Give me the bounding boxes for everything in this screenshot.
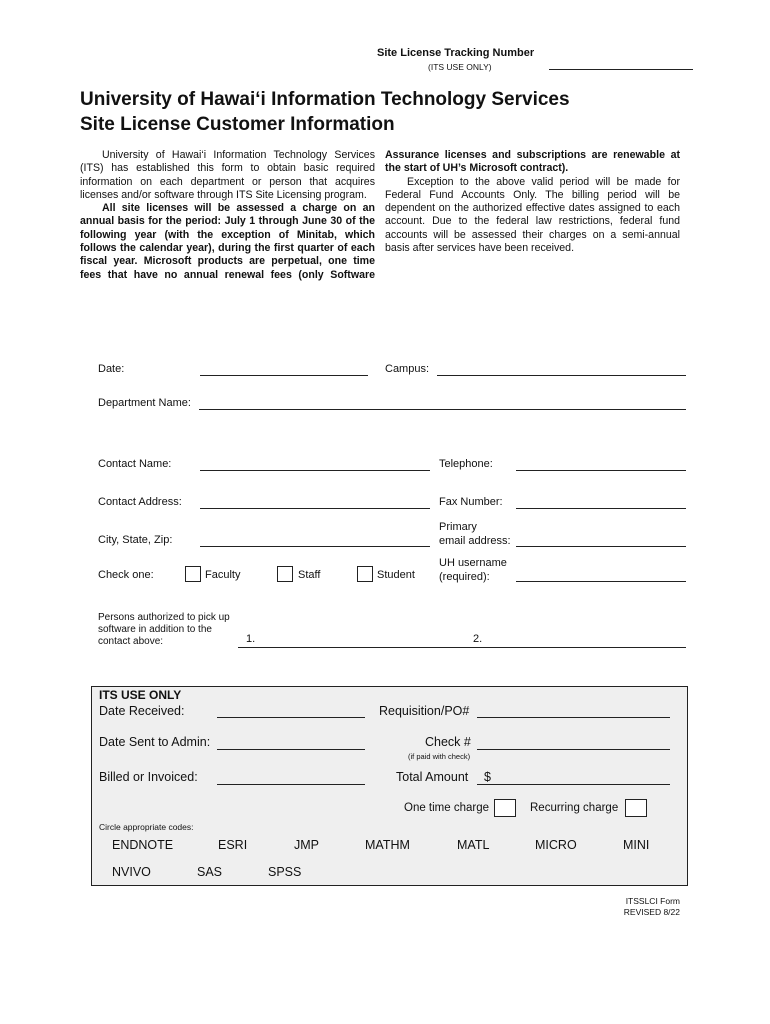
date-received-field[interactable] bbox=[217, 717, 365, 718]
staff-label: Staff bbox=[298, 569, 321, 581]
uh-username-field[interactable] bbox=[516, 581, 686, 582]
intro-text bbox=[80, 149, 680, 285]
code-spss[interactable]: SPSS bbox=[268, 865, 302, 879]
primary-email-line-2: email address: bbox=[439, 535, 511, 547]
circle-codes-note: Circle appropriate codes: bbox=[99, 822, 194, 832]
intro-paragraph-2: All site licenses will be assessed a charge on an annual basis for the period: July 1 through June 30 of the following year (with the exception of Minitab, which follows the calendar year), during the first quarter of each fiscal year. Microsoft products are perpetual, one time fees that have no annual renewal fees (only Software Assurance licenses and subscriptions are renewable at the start of UH’s Microsoft contract). bbox=[80, 149, 680, 281]
code-sas[interactable]: SAS bbox=[197, 865, 223, 879]
fax-field[interactable] bbox=[516, 508, 686, 509]
billed-label: Billed or Invoiced: bbox=[99, 770, 198, 784]
title-line-1: University of Hawai‘i Information Technology Services bbox=[80, 89, 570, 110]
faculty-label: Faculty bbox=[205, 569, 241, 581]
staff-checkbox[interactable] bbox=[277, 566, 293, 582]
fax-label: Fax Number: bbox=[439, 496, 503, 508]
one-time-charge-label: One time charge bbox=[404, 802, 490, 814]
code-endnote[interactable]: ENDNOTE bbox=[112, 838, 174, 852]
city-field[interactable] bbox=[200, 546, 430, 547]
code-esri[interactable]: ESRI bbox=[218, 838, 248, 852]
form-id: ITSSLCI Form bbox=[625, 896, 680, 906]
student-label: Student bbox=[377, 569, 415, 581]
recurring-charge-box[interactable] bbox=[625, 799, 647, 817]
title-line-2: Site License Customer Information bbox=[80, 114, 395, 135]
if-paid-note: (if paid with check) bbox=[408, 752, 471, 761]
its-heading: ITS USE ONLY bbox=[99, 688, 182, 702]
contact-address-field[interactable] bbox=[200, 508, 430, 509]
code-mini[interactable]: MINI bbox=[623, 838, 650, 852]
persons-line-1: Persons authorized to pick up bbox=[98, 612, 230, 623]
date-received-label: Date Received: bbox=[99, 704, 185, 718]
tracking-number-sublabel: (ITS USE ONLY) bbox=[428, 62, 492, 72]
page-title bbox=[80, 87, 570, 137]
person-2-label: 2. bbox=[473, 633, 483, 645]
check-one-label: Check one: bbox=[98, 569, 154, 581]
date-field[interactable] bbox=[200, 375, 368, 376]
code-micro[interactable]: MICRO bbox=[535, 838, 577, 852]
code-mathm[interactable]: MATHM bbox=[365, 838, 410, 852]
one-time-charge-box[interactable] bbox=[494, 799, 516, 817]
tracking-number-field[interactable] bbox=[549, 69, 693, 70]
requisition-field[interactable] bbox=[477, 717, 670, 718]
uh-username-label bbox=[439, 556, 507, 584]
department-field[interactable] bbox=[199, 409, 686, 410]
persons-authorized-field[interactable] bbox=[238, 647, 686, 648]
date-sent-field[interactable] bbox=[217, 749, 365, 750]
tracking-number-label: Site License Tracking Number bbox=[377, 47, 535, 59]
telephone-label: Telephone: bbox=[439, 458, 493, 470]
recurring-charge-label: Recurring charge bbox=[530, 802, 619, 814]
check-number-field[interactable] bbox=[477, 749, 670, 750]
city-label: City, State, Zip: bbox=[98, 534, 173, 546]
total-amount-label: Total Amount bbox=[396, 770, 469, 784]
campus-label: Campus: bbox=[385, 363, 430, 375]
code-matl[interactable]: MATL bbox=[457, 838, 490, 852]
persons-line-3: contact above: bbox=[98, 636, 164, 647]
student-checkbox[interactable] bbox=[357, 566, 373, 582]
date-label: Date: bbox=[98, 363, 125, 375]
uh-username-line-1: UH username bbox=[439, 557, 507, 569]
code-jmp[interactable]: JMP bbox=[294, 838, 319, 852]
check-number-label: Check # bbox=[425, 735, 471, 749]
uh-username-line-2: (required): bbox=[439, 571, 490, 583]
primary-email-field[interactable] bbox=[516, 546, 686, 547]
intro-paragraph-1: University of Hawai‘i Information Technology Services (ITS) has established this form to obtain basic required information on each department or person that acquires licenses and/or software through ITS Site Licensing program. bbox=[80, 149, 375, 201]
form-footer bbox=[600, 896, 680, 918]
its-use-only-box bbox=[91, 686, 688, 886]
persons-line-2: software in addition to the bbox=[98, 624, 212, 635]
billed-field[interactable] bbox=[217, 784, 365, 785]
persons-authorized-label bbox=[98, 612, 230, 648]
code-nvivo[interactable]: NVIVO bbox=[112, 865, 151, 879]
department-label: Department Name: bbox=[98, 397, 191, 409]
contact-address-label: Contact Address: bbox=[98, 496, 182, 508]
telephone-field[interactable] bbox=[516, 470, 686, 471]
faculty-checkbox[interactable] bbox=[185, 566, 201, 582]
intro-paragraph-3: Exception to the above valid period will be made for Federal Fund Accounts Only. The billing period will be dependent on the authorized effective dates assigned to each account. Due to the federal law restrictions, federal fund accounts will be assessed their charges on a semi-annual basis after services have been received. bbox=[385, 175, 680, 255]
primary-email-line-1: Primary bbox=[439, 521, 477, 533]
total-amount-field[interactable] bbox=[477, 784, 670, 785]
contact-name-field[interactable] bbox=[200, 470, 430, 471]
requisition-label: Requisition/PO# bbox=[379, 704, 470, 718]
revised-date: REVISED 8/22 bbox=[623, 907, 680, 917]
dollar-sign: $ bbox=[484, 770, 491, 784]
contact-name-label: Contact Name: bbox=[98, 458, 172, 470]
campus-field[interactable] bbox=[437, 375, 686, 376]
primary-email-label bbox=[439, 520, 511, 548]
person-1-label: 1. bbox=[246, 633, 256, 645]
date-sent-label: Date Sent to Admin: bbox=[99, 735, 211, 749]
